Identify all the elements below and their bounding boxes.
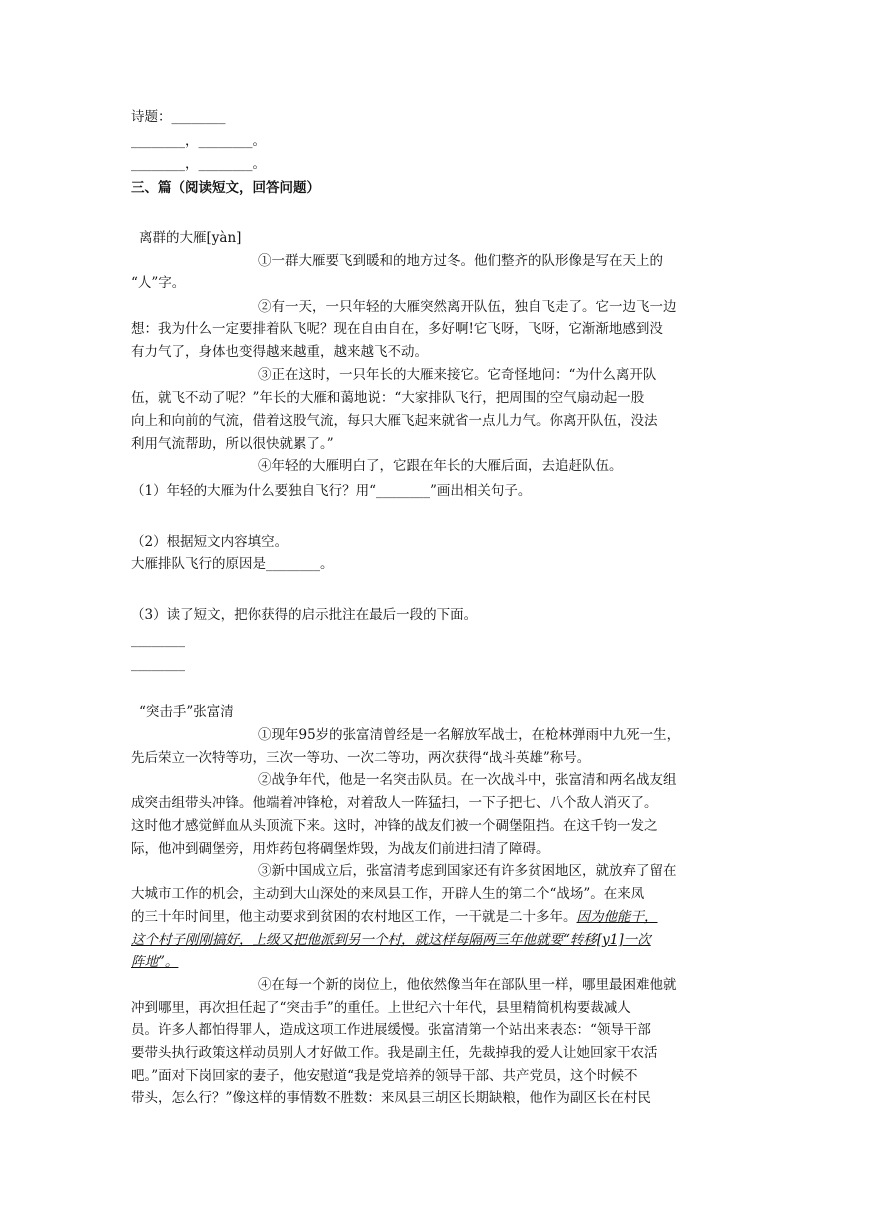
passage1-line: 伍，就飞不动了呢？”年长的大雁和蔼地说：“大家排队飞行，把周围的空气扇动起一股: [131, 390, 645, 406]
passage1-line: 利用气流帮助，所以很快就累了。”: [131, 436, 334, 452]
poem-title-line: 诗题：________: [131, 109, 226, 125]
passage1-line: ③正在这时，一只年长的大雁来接它。它奇怪地问：“为什么离开队: [258, 367, 657, 383]
question-3: （3）读了短文，把你获得的启示批注在最后一段的下面。: [131, 607, 478, 623]
poem-line-2: ________，________。: [131, 156, 266, 172]
passage2-line: 际，他冲到碉堡旁，用炸药包将碉堡炸毁，为战友们前进扫清了障碍。: [131, 841, 550, 857]
passage2-title: “突击手”张富清: [139, 704, 234, 720]
passage2-line: ④在每一个新的岗位上，他依然像当年在部队里一样，哪里最困难他就: [258, 977, 677, 993]
passage2-line: 成突击组带头冲锋。他端着冲锋枪，对着敌人一阵猛扫，一下子把七、八个敌人消灭了。: [131, 795, 658, 811]
passage2-text: 的三十年时间里，他主动要求到贫困的农村地区工作，一干就是二十多年。: [131, 909, 577, 925]
passage2-line: 这时他才感觉鲜血从头顶流下来。这时，冲锋的战友们被一个碉堡阻挡。在这千钧一发之: [131, 818, 658, 834]
passage2-line: 吧。”面对下岗回家的妻子，他安慰道“我是党培养的领导干部、共产党员，这个时候不: [131, 1068, 638, 1084]
underlined-sentence: 这个村子刚刚搞好，上级又把他派到另一个村，就这样每隔两三年他就要“转移[y1]一次: [131, 932, 651, 948]
section-heading: 三、篇（阅读短文，回答问题）: [131, 180, 320, 196]
passage2-line: 员。许多人都怕得罪人，造成这项工作进展缓慢。张富清第一个站出来表态：“领导干部: [131, 1022, 651, 1038]
passage2-line: 冲到哪里，再次担任起了“突击手”的重任。上世纪六十年代，县里精简机构要裁减人: [131, 1000, 631, 1016]
passage1-title: 离群的大雁[yàn]: [139, 230, 242, 246]
passage1-line: ②有一天，一只年轻的大雁突然离开队伍，独自飞走了。它一边飞一边: [258, 299, 677, 315]
passage1-line: 有力气了，身体也变得越来越重，越来越飞不动。: [131, 344, 428, 360]
passage1-line: ④年轻的大雁明白了，它跟在年长的大雁后面，去追赶队伍。: [258, 458, 623, 474]
passage1-line: 想：我为什么一定要排着队飞呢？现在自由自在，多好啊!它飞呀，飞呀，它渐渐地感到没: [131, 321, 663, 337]
passage1-line: “人”字。: [131, 275, 186, 291]
question-1: （1）年轻的大雁为什么要独自飞行？用“________”画出相关句子。: [131, 483, 532, 499]
passage2-line: 先后荣立一次特等功，三次一等功、一次二等功，两次获得“战斗英雄”称号。: [131, 750, 591, 766]
passage2-line: 带头，怎么行？”像这样的事情数不胜数：来凤县三胡区长期缺粮，他作为副区长在村民: [131, 1090, 651, 1106]
passage2-line: ③新中国成立后，张富清考虑到国家还有许多贫困地区，就放弃了留在: [258, 863, 677, 879]
passage2-line: ①现年95岁的张富清曾经是一名解放军战士，在枪林弹雨中九死一生，: [258, 727, 681, 743]
passage2-line: 要带头执行政策这样动员别人才好做工作。我是副主任，先裁掉我的爱人让她回家干农活: [131, 1045, 658, 1061]
passage1-line: 向上和向前的气流，借着这股气流，每只大雁飞起来就省一点儿力气。你离开队伍，没法: [131, 413, 658, 429]
underlined-sentence: 因为他能干，: [576, 909, 658, 925]
answer-blank: ________: [131, 656, 185, 672]
question-2: （2）根据短文内容填空。: [131, 534, 289, 550]
passage2-line: ②战争年代，他是一名突击队员。在一次战斗中，张富清和两名战友组: [258, 772, 677, 788]
underlined-sentence: 阵地”。: [131, 954, 179, 970]
passage1-line: ①一群大雁要飞到暖和的地方过冬。他们整齐的队形像是写在天上的: [258, 253, 663, 269]
passage2-line: 大城市工作的机会，主动到大山深处的来凤县工作，开辟人生的第二个“战场”。在来凤: [131, 886, 645, 902]
passage2-line: [131, 908, 658, 926]
answer-blank: ________: [131, 632, 185, 648]
poem-line-1: ________，________。: [131, 133, 266, 149]
question-2-fill: 大雁排队飞行的原因是________。: [131, 556, 334, 572]
